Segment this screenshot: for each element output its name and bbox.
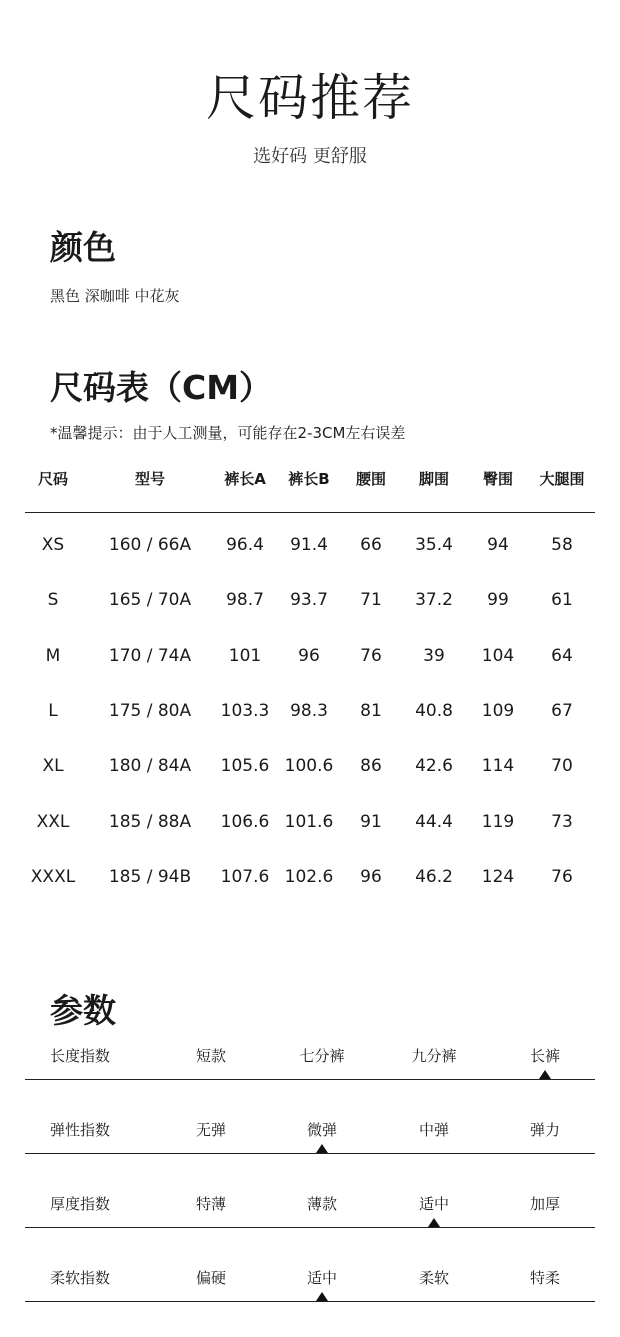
size-table-heading: 尺码表（CM）: [50, 368, 273, 407]
table-row: [0, 590, 620, 614]
cell-model: 170 / 74A: [108, 645, 192, 666]
table-row: [0, 867, 620, 891]
param-option: 特柔: [529, 1269, 560, 1287]
column-header-size: 尺码: [37, 470, 68, 488]
column-header-length-a: 裤长A: [224, 470, 266, 488]
selected-marker-icon: [316, 1144, 328, 1153]
param-option: 长裤: [529, 1047, 560, 1065]
column-header-hem: 脚围: [418, 470, 449, 488]
param-option: 加厚: [529, 1195, 560, 1213]
size-table-header: [0, 468, 620, 492]
cell-thigh: 64: [551, 645, 573, 666]
cell-length-b: 93.7: [290, 590, 328, 611]
param-name: 厚度指数: [50, 1195, 111, 1213]
cell-length-b: 98.3: [290, 700, 328, 721]
param-option: 中弹: [418, 1121, 449, 1139]
cell-size: XS: [41, 535, 65, 555]
param-option: 适中: [418, 1195, 449, 1213]
cell-hem: 46.2: [415, 866, 453, 887]
cell-hip: 99: [487, 590, 509, 611]
table-row: [0, 535, 620, 559]
param-option: 柔软: [418, 1269, 449, 1287]
cell-thigh: 61: [551, 590, 573, 611]
cell-waist: 91: [360, 811, 382, 832]
cell-waist: 81: [360, 700, 382, 721]
param-row: [0, 1119, 620, 1189]
cell-model: 175 / 80A: [108, 700, 192, 721]
cell-hem: 42.6: [415, 756, 453, 777]
column-header-model: 型号: [134, 470, 165, 488]
param-option: 短款: [195, 1047, 226, 1065]
cell-length-b: 100.6: [284, 756, 334, 777]
column-header-waist: 腰围: [355, 470, 386, 488]
cell-length-a: 101: [228, 645, 262, 666]
param-divider: [25, 1227, 595, 1228]
measurement-note: *温馨提示：由于人工测量，可能存在2-3CM左右误差: [50, 424, 406, 442]
cell-size: M: [45, 645, 61, 666]
param-option: 七分裤: [299, 1047, 345, 1065]
selected-marker-icon: [316, 1292, 328, 1301]
cell-hip: 94: [487, 535, 509, 555]
cell-waist: 86: [360, 756, 382, 777]
cell-hem: 39: [423, 645, 445, 666]
param-row: [0, 1193, 620, 1263]
cell-length-a: 103.3: [220, 700, 270, 721]
header-divider: [25, 512, 595, 513]
cell-thigh: 67: [551, 700, 573, 721]
cell-length-a: 96.4: [226, 535, 264, 555]
param-divider: [25, 1153, 595, 1154]
cell-waist: 71: [360, 590, 382, 611]
cell-thigh: 73: [551, 811, 573, 832]
param-name: 长度指数: [50, 1047, 111, 1065]
table-row: [0, 812, 620, 836]
param-row: [0, 1045, 620, 1115]
param-option: 偏硬: [195, 1269, 226, 1287]
cell-length-a: 106.6: [220, 811, 270, 832]
param-option: 弹力: [529, 1121, 560, 1139]
color-list: 黑色 深咖啡 中花灰: [50, 287, 180, 305]
table-row: [0, 646, 620, 670]
selected-marker-icon: [428, 1218, 440, 1227]
cell-length-b: 96: [298, 645, 320, 666]
cell-hem: 40.8: [415, 700, 453, 721]
page-subtitle: 选好码 更舒服: [253, 146, 367, 167]
param-name: 柔软指数: [50, 1269, 111, 1287]
cell-hem: 37.2: [415, 590, 453, 611]
cell-length-b: 101.6: [284, 811, 334, 832]
cell-waist: 76: [360, 645, 382, 666]
column-header-length-b: 裤长B: [288, 470, 330, 488]
column-header-hip: 臀围: [482, 470, 513, 488]
cell-hip: 104: [481, 645, 515, 666]
cell-model: 160 / 66A: [108, 535, 192, 555]
param-name: 弹性指数: [50, 1121, 111, 1139]
cell-thigh: 70: [551, 756, 573, 777]
color-heading: 颜色: [50, 228, 116, 267]
cell-waist: 66: [360, 535, 382, 555]
cell-hem: 35.4: [415, 535, 453, 555]
param-divider: [25, 1079, 595, 1080]
cell-length-b: 102.6: [284, 866, 334, 887]
param-option: 适中: [306, 1269, 337, 1287]
cell-thigh: 76: [551, 866, 573, 887]
cell-length-b: 91.4: [290, 535, 328, 555]
cell-size: XXXL: [30, 866, 76, 887]
selected-marker-icon: [539, 1070, 551, 1079]
page-title: 尺码推荐: [206, 69, 414, 127]
params-heading: 参数: [50, 991, 116, 1030]
column-header-thigh: 大腿围: [539, 470, 585, 488]
cell-model: 185 / 94B: [108, 866, 192, 887]
cell-size: XL: [42, 756, 64, 777]
table-row: [0, 756, 620, 780]
cell-length-a: 98.7: [226, 590, 264, 611]
param-option: 薄款: [306, 1195, 337, 1213]
cell-hip: 109: [481, 700, 515, 721]
cell-size: XXL: [36, 811, 70, 832]
param-option: 九分裤: [411, 1047, 457, 1065]
param-divider: [25, 1301, 595, 1302]
cell-model: 185 / 88A: [108, 811, 192, 832]
cell-hip: 119: [481, 811, 515, 832]
cell-size: S: [47, 590, 59, 611]
cell-model: 165 / 70A: [108, 590, 192, 611]
cell-thigh: 58: [551, 535, 573, 555]
cell-model: 180 / 84A: [108, 756, 192, 777]
cell-length-a: 105.6: [220, 756, 270, 777]
cell-hip: 124: [481, 866, 515, 887]
cell-length-a: 107.6: [220, 866, 270, 887]
param-option: 无弹: [195, 1121, 226, 1139]
param-row: [0, 1267, 620, 1337]
param-option: 微弹: [306, 1121, 337, 1139]
cell-hip: 114: [481, 756, 515, 777]
cell-waist: 96: [360, 866, 382, 887]
cell-hem: 44.4: [415, 811, 453, 832]
param-option: 特薄: [195, 1195, 226, 1213]
cell-size: L: [48, 700, 58, 721]
table-row: [0, 701, 620, 725]
